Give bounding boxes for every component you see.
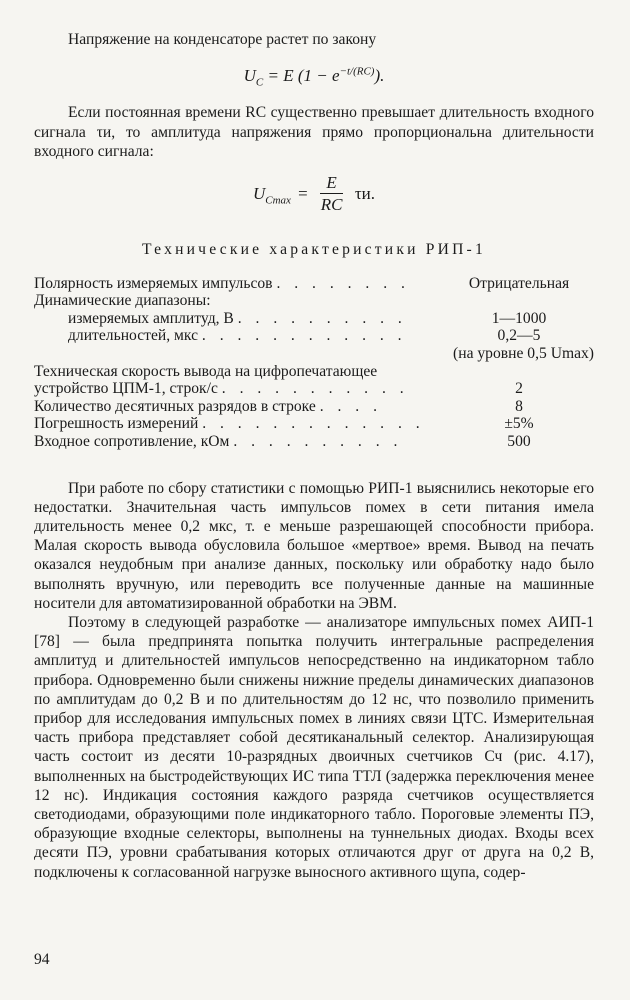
formula1-lhs: U xyxy=(243,66,256,86)
paragraph-time-constant: Если постоянная времени RC существенно превышает длительность входного сигнала τи, то амплитуда напряжения прямо пропорциональна длительности входного сигнала: xyxy=(34,104,594,160)
spec-label: Динамические диапазоны: xyxy=(34,292,211,310)
formula2-denominator: RC xyxy=(320,195,343,215)
spec-label: Техническая скорость вывода на цифропечатающее xyxy=(34,362,378,380)
spec-row xyxy=(34,363,594,381)
spec-row xyxy=(34,398,594,416)
spec-value: ±5% xyxy=(504,415,534,433)
spec-row xyxy=(34,310,594,328)
intro-line: Напряжение на конденсаторе растет по закону xyxy=(68,31,377,48)
spec-dots: . . . . . . . . . . . xyxy=(221,380,409,398)
formula2-numerator: E xyxy=(320,173,342,194)
spec-value: 0,2—5 xyxy=(497,327,541,345)
page-number: 94 xyxy=(34,951,50,968)
spec-row xyxy=(34,275,594,293)
formula-capacitor-voltage xyxy=(34,65,594,89)
specs-table xyxy=(34,275,594,451)
spec-label: длительностей, мкс xyxy=(68,327,198,345)
spec-label: устройство ЦПМ-1, строк/с xyxy=(34,380,218,398)
spec-value-note: (на уровне 0,5 Umax) xyxy=(453,345,594,362)
formula2-fraction xyxy=(320,173,342,214)
spec-label: Входное сопротивление, кОм xyxy=(34,432,230,450)
spec-row xyxy=(34,380,594,398)
formula1-tail: ). xyxy=(374,66,385,86)
spec-value: Отрицательная xyxy=(468,274,570,292)
formula2-lhs-sub: Cmax xyxy=(265,194,291,207)
book-page xyxy=(34,30,594,882)
formula-max-amplitude xyxy=(34,173,594,214)
formula1-exp: −t/(RC) xyxy=(339,65,375,78)
formula1-eq: = E (1 − e xyxy=(267,66,340,86)
spec-label: Погрешность измерений xyxy=(34,415,199,433)
formula2-eq: = xyxy=(296,184,309,204)
paragraph-drawbacks: При работе по сбору статистики с помощью РИП-1 выяснились некоторые его недостатки. Значительная часть импульсов помех в сети питания имела длительность менее 0,2 мкс, т. е меньше разрешающей способности прибора. Малая скорость вывода обусловила большое «мертвое» время. Вывод на печать оказался неудобным при анализе данных, поскольку или обработку надо было выполнять вручную, или переводить все полученные данные на машинные носители для автоматизированной обработки на ЭВМ. xyxy=(34,479,594,612)
spec-row xyxy=(34,415,594,433)
formula1-lhs-sub: C xyxy=(255,76,264,89)
spec-dots: . . . . . . . . . . . . xyxy=(201,327,407,345)
specs-title: Технические характеристики РИП-1 xyxy=(142,241,486,259)
spec-dots: . . . . . . . . . . xyxy=(233,432,403,450)
spec-label: Количество десятичных разрядов в строке xyxy=(34,397,316,415)
spec-value: 1—1000 xyxy=(491,309,547,327)
spec-value: 500 xyxy=(507,432,531,450)
spec-label: измеряемых амплитуд, В xyxy=(68,309,234,327)
spec-row xyxy=(34,327,594,345)
spec-value: 2 xyxy=(515,380,523,398)
spec-label: Полярность измеряемых импульсов xyxy=(34,274,273,292)
spec-dots: . . . . . . . . . . . . . xyxy=(202,415,425,433)
spec-dots: . . . . . . . . xyxy=(276,274,410,292)
spec-dots: . . . . xyxy=(319,397,382,415)
spec-row xyxy=(34,345,594,363)
paragraph-aip1: Поэтому в следующей разработке — анализаторе импульсных помех АИП-1 [78] — была предпринята попытка получить интегральные распределения амплитуд и длительностей импульсов непосредственно на индикаторном табло прибора. Одновременно были снижены нижние пределы динамических диапазонов по амплитудам до 0,2 В и по длительностям до 12 нс, что позволило применить прибор для исследования импульсных помех в линиях связи ЦТС. Измерительная часть прибора представляет собой десятиканальный селектор. Анализирующая часть состоит из десяти 10-разрядных двоичных счетчиков Сч (рис. 4.17), выполненных на быстродействующих ИС типа ТТЛ (задержка переключения менее 12 нс). Индикация состояния каждого разряда счетчиков осуществляется светодиодами, образующими поле индикаторного табло. Пороговые элементы ПЭ, образующие входные селекторы, выполнены на туннельных диодах. Входы всех десяти ПЭ, уровни срабатывания которых отличаются друг от друга на 0,2 В, подключены к согласованной нагрузке выносного активного щупа, содер- xyxy=(34,613,594,881)
spec-value: 8 xyxy=(515,397,523,415)
formula2-tail: τи. xyxy=(354,184,375,204)
formula2-lhs: U xyxy=(252,184,266,204)
spec-dots: . . . . . . . . . . xyxy=(237,309,407,327)
spec-row xyxy=(34,433,594,451)
spec-row xyxy=(34,292,594,310)
